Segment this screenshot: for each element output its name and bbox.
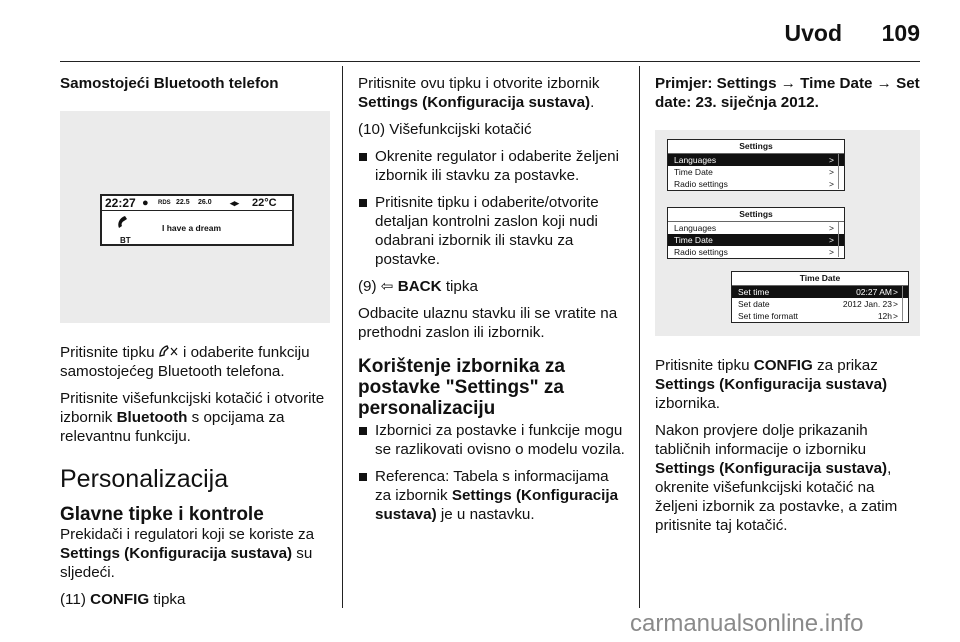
chevron-right-icon: > xyxy=(829,179,834,189)
time-date-screen xyxy=(731,271,909,323)
header-divider xyxy=(60,61,920,62)
scrollbar xyxy=(902,286,907,321)
paragraph-discard-entry: Odbacite ulaznu stavku ili se vratite na prethodni zaslon ili izbornik. xyxy=(358,305,618,341)
personalization-heading: Personalizacija xyxy=(60,465,229,493)
page-header xyxy=(0,0,960,62)
chevron-right-icon: > xyxy=(829,167,834,177)
paragraph-multifunction-knob: (10) Višefunkcijski kotačić xyxy=(358,121,532,138)
temp-b: 26.0 xyxy=(198,199,212,206)
screen-row: Set date 2012 Jan. 23 > xyxy=(738,299,898,309)
bluetooth-heading: Samostojeći Bluetooth telefon xyxy=(60,75,279,92)
chevron-right-icon: > xyxy=(829,223,834,233)
back-arrow-icon: ⇦ xyxy=(380,278,398,295)
settings-screen-2 xyxy=(667,207,845,259)
screen-row: Time Date > xyxy=(674,167,834,177)
display-status-bar xyxy=(102,196,292,211)
main-keys-heading: Glavne tipke i kontrole xyxy=(60,504,264,525)
screen-title: Settings xyxy=(668,140,844,154)
display-illustration xyxy=(60,111,330,323)
temp-a: 22.5 xyxy=(176,199,190,206)
display-clock: 22:27 xyxy=(105,196,136,210)
column-1 xyxy=(60,74,330,617)
bullet-menus-vary: Izbornici za postavke i funkcije mogu se razlikovati ovisno o modelu vozila. xyxy=(358,421,628,459)
outside-temp: 22°C xyxy=(252,197,277,209)
scrollbar xyxy=(838,222,843,257)
paragraph-press-config: Pritisnite tipku CONFIG za prikaz Settings (Konfiguracija sustava) izbornika. xyxy=(655,357,888,412)
screen-row: Radio settings > xyxy=(674,247,834,257)
paragraph-config-key: (11) CONFIG tipka xyxy=(60,591,186,608)
paragraph-back-key: (9) ⇦ BACK tipka xyxy=(358,278,478,295)
rds-icon: RDS xyxy=(158,200,171,206)
bullet-press-knob: Pritisnite tipku i odaberite/otvorite detaljan kontrolni zaslon koji nudi odabrani izbornik ili stavku za postavke. xyxy=(358,193,628,269)
column-3 xyxy=(655,74,920,543)
song-title: I have a dream xyxy=(162,223,222,233)
display-body xyxy=(102,211,292,243)
paragraph-switches: Prekidači i regulatori koji se koriste za Settings (Konfiguracija sustava) su sljedeći. xyxy=(60,526,315,581)
screen-row: Radio settings > xyxy=(674,179,834,189)
example-heading: Primjer: Settings → Time Date → Set date: 23. siječnja 2012. xyxy=(655,75,920,111)
settings-menu-heading: Korištenje izbornika za postavke "Settings" za personalizaciju xyxy=(358,356,565,419)
settings-dot-icon: ● xyxy=(142,197,149,209)
chevron-right-icon: > xyxy=(893,299,898,309)
chevron-right-icon: > xyxy=(893,311,898,321)
paragraph-open-settings: Pritisnite ovu tipku i otvorite izbornik Settings (Konfiguracija sustava). xyxy=(358,75,600,111)
speaker-icon: ◂▸ xyxy=(230,198,240,208)
chevron-right-icon: > xyxy=(829,235,834,245)
settings-screen-1 xyxy=(667,139,845,191)
section-title: Uvod xyxy=(784,20,842,46)
paragraph-bluetooth-menu: Pritisnite višefunkcijski kotačić i otvorite izbornik Bluetooth s opcijama za relevantnu funkciju. xyxy=(60,390,325,445)
screen-title: Settings xyxy=(668,208,844,222)
radio-display xyxy=(100,194,294,246)
screen-row: Set time formatt 12h > xyxy=(738,311,898,321)
bullet-reference: Referenca: Tabela s informacijama za izbornik Settings (Konfiguracija sustava) je u nastavku. xyxy=(358,467,628,524)
screen-row: Time Date > xyxy=(668,234,844,246)
paragraph-after-check: Nakon provjere dolje prikazanih tabličnih informacije o izborniku Settings (Konfiguracija sustava), okrenite višefunkcijski kotačić na željeni izbornik za postavke, a zatim pritisnite taj kotačić. xyxy=(655,422,898,534)
phone-icon xyxy=(116,214,132,230)
column-divider-1 xyxy=(342,66,343,608)
bullet-turn-knob: Okrenite regulator i odaberite željeni izbornik ili stavku za postavke. xyxy=(358,147,628,185)
chevron-right-icon: > xyxy=(829,155,834,165)
screen-title: Time Date xyxy=(732,272,908,286)
paragraph-press-phone: Pritisnite tipku i odaberite funkciju samostojećeg Bluetooth telefona. xyxy=(60,344,310,380)
scrollbar xyxy=(838,154,843,189)
column-divider-2 xyxy=(639,66,640,608)
watermark: carmanualsonline.info xyxy=(630,610,864,637)
screen-row: Set time 02:27 AM > xyxy=(732,286,908,298)
chevron-right-icon: > xyxy=(829,247,834,257)
bt-label: BT xyxy=(120,236,131,245)
column-2 xyxy=(358,74,628,532)
page-number: 109 xyxy=(881,20,920,46)
screen-row: Languages > xyxy=(668,154,844,166)
chevron-right-icon: > xyxy=(893,287,898,297)
settings-screens-illustration xyxy=(655,130,920,336)
screen-row: Languages > xyxy=(674,223,834,233)
phone-mute-icon xyxy=(159,344,179,358)
